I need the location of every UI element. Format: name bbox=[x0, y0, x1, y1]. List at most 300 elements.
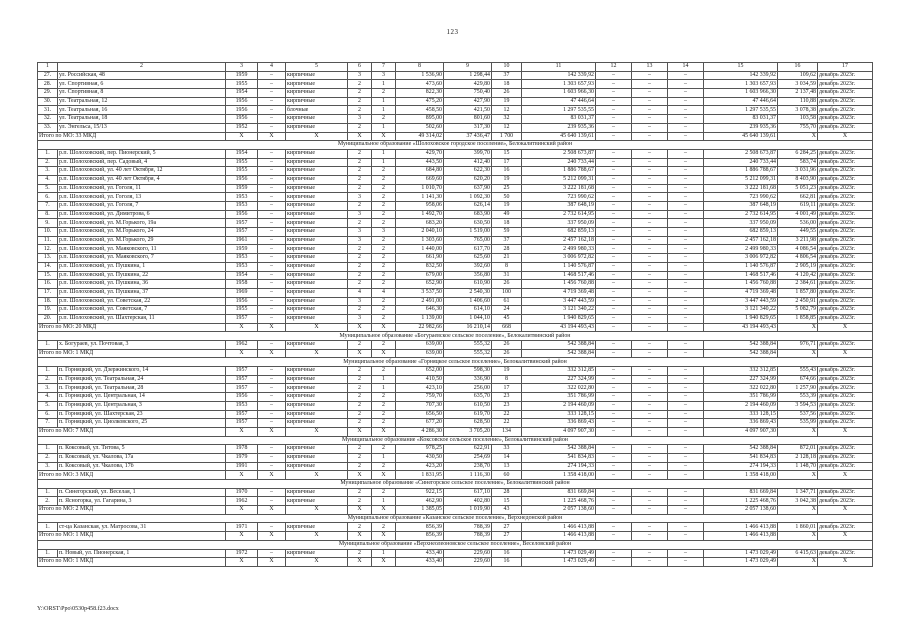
table-cell: 240 733,44 bbox=[522, 158, 596, 167]
table-cell: – bbox=[632, 462, 668, 471]
table-cell: 1 bbox=[372, 375, 396, 384]
table-cell: 254,69 bbox=[444, 453, 492, 462]
building-address: п. Горняцкий, ул. Циолковского, 25 bbox=[58, 419, 226, 428]
table-cell: 1956 bbox=[226, 115, 258, 124]
table-cell: – bbox=[258, 453, 286, 462]
table-cell: – bbox=[632, 80, 668, 89]
table-cell: 14 bbox=[492, 453, 522, 462]
table-cell: – bbox=[596, 445, 632, 454]
table-cell: 2 bbox=[348, 167, 372, 176]
building-address: п. Новый, ул. Пионерская, 1 bbox=[58, 549, 226, 558]
table-cell: 1 473 029,49 bbox=[704, 549, 778, 558]
table-cell: 976,71 bbox=[778, 341, 818, 350]
table-cell: 333 128,15 bbox=[704, 410, 778, 419]
table-cell: 1953 bbox=[226, 202, 258, 211]
table-cell: кирпичные bbox=[286, 262, 348, 271]
table-cell: 1 466 413,88 bbox=[704, 523, 778, 532]
total-cell: X bbox=[258, 532, 286, 541]
table-cell: – bbox=[258, 375, 286, 384]
total-cell: 1 831,95 bbox=[396, 471, 444, 480]
municipality-total-row bbox=[38, 558, 873, 567]
table-cell: – bbox=[258, 89, 286, 98]
table-cell: 626,14 bbox=[444, 202, 492, 211]
table-cell: – bbox=[668, 262, 704, 271]
total-cell: X bbox=[818, 532, 873, 541]
table-cell: 429,80 bbox=[444, 80, 492, 89]
table-cell: 2 bbox=[372, 393, 396, 402]
table-cell: – bbox=[632, 202, 668, 211]
table-cell: 7. bbox=[38, 202, 58, 211]
table-cell: – bbox=[632, 393, 668, 402]
table-cell: 2 040,10 bbox=[396, 228, 444, 237]
table-cell: 433,40 bbox=[396, 549, 444, 558]
total-cell: X bbox=[258, 323, 286, 332]
table-cell: – bbox=[668, 462, 704, 471]
building-row bbox=[38, 210, 873, 219]
building-row bbox=[38, 367, 873, 376]
table-cell: 443,50 bbox=[396, 158, 444, 167]
building-row bbox=[38, 393, 873, 402]
table-cell: 2 bbox=[348, 80, 372, 89]
table-cell: 922,15 bbox=[396, 488, 444, 497]
table-cell: декабрь 2023г. bbox=[818, 245, 873, 254]
table-cell: – bbox=[668, 393, 704, 402]
building-row bbox=[38, 115, 873, 124]
total-cell: – bbox=[596, 471, 632, 480]
table-cell: кирпичные bbox=[286, 280, 348, 289]
table-cell: 1 466 413,88 bbox=[522, 523, 596, 532]
table-cell: – bbox=[632, 375, 668, 384]
table-cell: 2 bbox=[372, 401, 396, 410]
table-cell: – bbox=[258, 445, 286, 454]
building-row bbox=[38, 288, 873, 297]
table-cell: 622,30 bbox=[444, 167, 492, 176]
table-cell: 2 bbox=[372, 184, 396, 193]
table-cell: 1953 bbox=[226, 262, 258, 271]
building-address: р.п. Шолоховский, ул. Советская, 22 bbox=[58, 297, 226, 306]
table-cell: 16 bbox=[492, 167, 522, 176]
table-cell: 336 869,43 bbox=[522, 419, 596, 428]
table-cell: – bbox=[596, 419, 632, 428]
table-cell: 1954 bbox=[226, 271, 258, 280]
table-cell: 1 225 468,76 bbox=[522, 497, 596, 506]
table-cell: 3 bbox=[348, 71, 372, 80]
table-cell: 1991 bbox=[226, 462, 258, 471]
table-cell: 4 806,54 bbox=[778, 254, 818, 263]
municipality-total-row bbox=[38, 427, 873, 436]
table-cell: 755,70 bbox=[778, 123, 818, 132]
building-address: р.п. Шолоховский, ул. Пушкина, 22 bbox=[58, 271, 226, 280]
table-cell: 1978 bbox=[226, 445, 258, 454]
table-cell: 2 bbox=[372, 167, 396, 176]
table-cell: – bbox=[596, 184, 632, 193]
table-cell: 2 137,48 bbox=[778, 89, 818, 98]
table-cell: 142 339,92 bbox=[704, 71, 778, 80]
table-cell: – bbox=[596, 393, 632, 402]
table-cell: 1955 bbox=[226, 167, 258, 176]
table-cell: декабрь 2023г. bbox=[818, 115, 873, 124]
table-cell: – bbox=[258, 262, 286, 271]
table-cell: 1 456 760,88 bbox=[522, 280, 596, 289]
table-cell: 1971 bbox=[226, 523, 258, 532]
table-cell: 1956 bbox=[226, 210, 258, 219]
total-label: Итого по МО: 1 МКД bbox=[38, 349, 226, 358]
table-cell: кирпичные bbox=[286, 210, 348, 219]
table-cell: 4. bbox=[38, 393, 58, 402]
table-cell: 872,01 bbox=[778, 445, 818, 454]
building-address: р.п. Шолоховский, ул. М.Горького, 24 bbox=[58, 228, 226, 237]
table-cell: 2 bbox=[372, 297, 396, 306]
table-cell: 26 bbox=[492, 89, 522, 98]
building-row bbox=[38, 384, 873, 393]
building-address: п. Коксовый, ул. Титова, 5 bbox=[58, 445, 226, 454]
table-cell: 610,50 bbox=[444, 401, 492, 410]
page-number: 123 bbox=[446, 28, 459, 36]
table-cell: 462,90 bbox=[396, 497, 444, 506]
table-cell: 1 010,70 bbox=[396, 184, 444, 193]
column-number: 15 bbox=[704, 63, 778, 72]
column-number: 13 bbox=[632, 63, 668, 72]
table-cell: 639,00 bbox=[396, 341, 444, 350]
total-cell: – bbox=[668, 471, 704, 480]
table-cell: 2 bbox=[372, 488, 396, 497]
building-address: ул. Театральная, 12 bbox=[58, 97, 226, 106]
table-cell: декабрь 2023г. bbox=[818, 401, 873, 410]
building-row bbox=[38, 271, 873, 280]
table-cell: 47 446,64 bbox=[522, 97, 596, 106]
table-cell: кирпичные bbox=[286, 175, 348, 184]
table-cell: 4 bbox=[372, 288, 396, 297]
table-cell: 2 bbox=[348, 384, 372, 393]
table-cell: 83 031,37 bbox=[522, 115, 596, 124]
municipality-heading-row bbox=[38, 514, 873, 523]
table-cell: 15 bbox=[492, 149, 522, 158]
table-cell: 337 950,09 bbox=[522, 219, 596, 228]
table-cell: 628,50 bbox=[444, 419, 492, 428]
table-cell: 4. bbox=[38, 175, 58, 184]
total-cell: – bbox=[596, 349, 632, 358]
total-cell: X bbox=[372, 132, 396, 141]
table-cell: – bbox=[632, 193, 668, 202]
total-cell: X bbox=[348, 532, 372, 541]
total-cell: X bbox=[778, 132, 818, 141]
table-cell: 1 303,60 bbox=[396, 236, 444, 245]
table-cell: 6 284,25 bbox=[778, 149, 818, 158]
table-cell: 9. bbox=[38, 219, 58, 228]
table-cell: кирпичные bbox=[286, 375, 348, 384]
municipality-heading-row bbox=[38, 480, 873, 489]
table-cell: 61 bbox=[492, 297, 522, 306]
table-cell: декабрь 2023г. bbox=[818, 71, 873, 80]
building-row bbox=[38, 175, 873, 184]
table-cell: – bbox=[632, 149, 668, 158]
table-cell: – bbox=[668, 254, 704, 263]
table-cell: 1 406,60 bbox=[444, 297, 492, 306]
total-cell: 1 466 413,88 bbox=[704, 532, 778, 541]
table-cell: 2 732 614,95 bbox=[704, 210, 778, 219]
table-cell: 598,30 bbox=[444, 367, 492, 376]
table-cell: 683,90 bbox=[444, 210, 492, 219]
table-cell: 822,30 bbox=[396, 89, 444, 98]
table-cell: – bbox=[596, 71, 632, 80]
table-cell: – bbox=[258, 193, 286, 202]
table-cell: – bbox=[596, 210, 632, 219]
table-cell: декабрь 2023г. bbox=[818, 497, 873, 506]
table-cell: – bbox=[596, 245, 632, 254]
table-cell: декабрь 2023г. bbox=[818, 445, 873, 454]
table-cell: – bbox=[668, 419, 704, 428]
table-cell: 399,70 bbox=[444, 149, 492, 158]
table-cell: 15. bbox=[38, 271, 58, 280]
building-row bbox=[38, 523, 873, 532]
table-cell: 473,60 bbox=[396, 80, 444, 89]
building-address: р.п. Шолоховский, ул. Димитрова, 6 bbox=[58, 210, 226, 219]
table-cell: 2 bbox=[348, 419, 372, 428]
table-cell: 1 139,00 bbox=[396, 314, 444, 323]
table-cell: кирпичные bbox=[286, 115, 348, 124]
table-cell: 1957 bbox=[226, 367, 258, 376]
table-cell: 17. bbox=[38, 288, 58, 297]
column-number: 6 bbox=[348, 63, 372, 72]
table-cell: – bbox=[668, 115, 704, 124]
total-cell: X bbox=[226, 558, 258, 567]
table-cell: 3. bbox=[38, 384, 58, 393]
total-cell: 4 097 907,30 bbox=[522, 427, 596, 436]
table-cell: 5 051,23 bbox=[778, 184, 818, 193]
table-cell: 674,66 bbox=[778, 375, 818, 384]
table-cell: – bbox=[258, 271, 286, 280]
building-row bbox=[38, 314, 873, 323]
building-row bbox=[38, 419, 873, 428]
table-cell: 3 211,98 bbox=[778, 236, 818, 245]
table-cell: – bbox=[632, 341, 668, 350]
building-row bbox=[38, 71, 873, 80]
table-cell: 1 858,85 bbox=[778, 314, 818, 323]
table-cell: – bbox=[632, 97, 668, 106]
table-cell: 410,50 bbox=[396, 375, 444, 384]
table-cell: 2 bbox=[348, 106, 372, 115]
table-cell: 421,50 bbox=[444, 106, 492, 115]
table-cell: 3 bbox=[372, 71, 396, 80]
table-cell: 351 786,99 bbox=[704, 393, 778, 402]
table-cell: 1 bbox=[372, 80, 396, 89]
table-cell: – bbox=[668, 288, 704, 297]
table-cell: 619,11 bbox=[778, 202, 818, 211]
table-cell: 2 bbox=[372, 410, 396, 419]
table-cell: кирпичные bbox=[286, 80, 348, 89]
table-cell: 1954 bbox=[226, 89, 258, 98]
table-cell: – bbox=[258, 384, 286, 393]
table-cell: декабрь 2023г. bbox=[818, 341, 873, 350]
table-cell: – bbox=[596, 149, 632, 158]
total-cell: X bbox=[286, 532, 348, 541]
housing-register-table bbox=[37, 62, 873, 567]
total-cell: – bbox=[632, 427, 668, 436]
table-cell: – bbox=[258, 549, 286, 558]
building-address: р.п. Шолоховский, ул. Маяковского, 7 bbox=[58, 254, 226, 263]
table-cell: – bbox=[632, 219, 668, 228]
table-cell: декабрь 2023г. bbox=[818, 419, 873, 428]
table-cell: 1959 bbox=[226, 245, 258, 254]
total-cell: – bbox=[668, 349, 704, 358]
table-cell: – bbox=[596, 236, 632, 245]
table-cell: кирпичные bbox=[286, 228, 348, 237]
table-cell: 2 bbox=[372, 341, 396, 350]
table-cell: 18. bbox=[38, 297, 58, 306]
table-cell: 637,90 bbox=[444, 184, 492, 193]
table-cell: 17 bbox=[492, 384, 522, 393]
table-cell: – bbox=[258, 410, 286, 419]
total-cell: 1 473 029,49 bbox=[522, 558, 596, 567]
table-cell: 83 031,37 bbox=[704, 115, 778, 124]
column-number: 9 bbox=[444, 63, 492, 72]
table-cell: – bbox=[632, 488, 668, 497]
table-cell: 542 388,84 bbox=[704, 445, 778, 454]
table-cell: кирпичные bbox=[286, 488, 348, 497]
table-cell: – bbox=[632, 236, 668, 245]
total-cell: X bbox=[818, 349, 873, 358]
building-row bbox=[38, 341, 873, 350]
building-address: р.п. Шолоховский, пер. Садовый, 4 bbox=[58, 158, 226, 167]
table-cell: декабрь 2023г. bbox=[818, 523, 873, 532]
table-cell: – bbox=[668, 80, 704, 89]
total-cell: X bbox=[372, 323, 396, 332]
table-cell: 2 bbox=[372, 419, 396, 428]
total-cell: X bbox=[372, 427, 396, 436]
table-cell: 682 859,13 bbox=[704, 228, 778, 237]
table-cell: 1 303 657,93 bbox=[704, 80, 778, 89]
table-cell: – bbox=[632, 228, 668, 237]
building-row bbox=[38, 297, 873, 306]
table-cell: – bbox=[596, 254, 632, 263]
table-cell: 1957 bbox=[226, 375, 258, 384]
table-cell: декабрь 2023г. bbox=[818, 184, 873, 193]
table-cell: 2 bbox=[348, 158, 372, 167]
table-cell: кирпичные bbox=[286, 410, 348, 419]
table-cell: 1 603 966,30 bbox=[704, 89, 778, 98]
table-cell: 59 bbox=[492, 228, 522, 237]
table-cell: – bbox=[632, 297, 668, 306]
table-cell: 10. bbox=[38, 228, 58, 237]
total-cell: X bbox=[778, 471, 818, 480]
table-cell: 2 732 614,95 bbox=[522, 210, 596, 219]
table-cell: 1 140 576,87 bbox=[522, 262, 596, 271]
table-cell: 1. bbox=[38, 149, 58, 158]
table-cell: – bbox=[668, 71, 704, 80]
table-cell: – bbox=[596, 384, 632, 393]
table-cell: 1957 bbox=[226, 314, 258, 323]
municipality-heading: Муниципальное образование «Коксовское сельское поселение», Белокалитвинский район bbox=[38, 436, 873, 445]
table-cell: 3 006 972,82 bbox=[522, 254, 596, 263]
municipality-total-row bbox=[38, 132, 873, 141]
table-cell: – bbox=[596, 115, 632, 124]
total-cell: 45 640 139,61 bbox=[704, 132, 778, 141]
table-cell: декабрь 2023г. bbox=[818, 89, 873, 98]
table-cell: 5 212 099,31 bbox=[522, 175, 596, 184]
table-cell: 2 194 460,09 bbox=[522, 401, 596, 410]
table-cell: 1 bbox=[372, 97, 396, 106]
total-cell: – bbox=[632, 532, 668, 541]
table-cell: 227 324,99 bbox=[704, 375, 778, 384]
table-cell: 29. bbox=[38, 89, 58, 98]
table-cell: – bbox=[632, 280, 668, 289]
total-cell: 26 bbox=[492, 349, 522, 358]
table-cell: – bbox=[632, 314, 668, 323]
table-cell: – bbox=[596, 97, 632, 106]
table-cell: 3 bbox=[348, 115, 372, 124]
building-address: п. Горняцкий, ул. Центральная, 3 bbox=[58, 401, 226, 410]
table-cell: 1 257,90 bbox=[778, 384, 818, 393]
table-cell: 856,39 bbox=[396, 523, 444, 532]
total-label: Итого по МО: 1 МКД bbox=[38, 558, 226, 567]
table-cell: – bbox=[632, 445, 668, 454]
municipality-heading-row bbox=[38, 358, 873, 367]
table-cell: декабрь 2023г. bbox=[818, 280, 873, 289]
table-cell: 1 bbox=[372, 123, 396, 132]
total-cell: – bbox=[596, 132, 632, 141]
table-cell: 1 468 517,46 bbox=[704, 271, 778, 280]
table-cell: 27 bbox=[492, 523, 522, 532]
table-cell: 458,50 bbox=[396, 106, 444, 115]
table-cell: – bbox=[258, 280, 286, 289]
table-cell: 1 bbox=[372, 149, 396, 158]
total-cell: X bbox=[818, 323, 873, 332]
table-cell: – bbox=[668, 236, 704, 245]
table-cell: 31. bbox=[38, 106, 58, 115]
table-cell: – bbox=[632, 271, 668, 280]
building-row bbox=[38, 453, 873, 462]
table-cell: 21 bbox=[492, 254, 522, 263]
table-cell: 2 bbox=[348, 497, 372, 506]
building-row bbox=[38, 202, 873, 211]
column-number: 1 bbox=[38, 63, 58, 72]
table-cell: 2 bbox=[348, 549, 372, 558]
table-cell: 2 bbox=[348, 89, 372, 98]
table-cell: – bbox=[632, 419, 668, 428]
table-cell: 430,50 bbox=[396, 453, 444, 462]
table-cell: 2 bbox=[348, 271, 372, 280]
total-label: Итого по МО: 2 МКД bbox=[38, 506, 226, 515]
table-cell: декабрь 2023г. bbox=[818, 175, 873, 184]
table-cell: 6 415,63 bbox=[778, 549, 818, 558]
table-cell: декабрь 2023г. bbox=[818, 210, 873, 219]
table-cell: – bbox=[668, 497, 704, 506]
table-cell: кирпичные bbox=[286, 71, 348, 80]
building-row bbox=[38, 262, 873, 271]
building-address: п. Коксовый, ул. Чкалова, 17б bbox=[58, 462, 226, 471]
table-cell: 429,70 bbox=[396, 149, 444, 158]
table-cell: 1 492,70 bbox=[396, 210, 444, 219]
table-cell: 2 bbox=[372, 445, 396, 454]
building-row bbox=[38, 488, 873, 497]
table-cell: – bbox=[632, 167, 668, 176]
table-cell: 1 473 029,49 bbox=[522, 549, 596, 558]
table-cell: – bbox=[668, 175, 704, 184]
total-cell: – bbox=[596, 532, 632, 541]
total-cell: 60 bbox=[492, 471, 522, 480]
table-cell: 1957 bbox=[226, 410, 258, 419]
table-cell: – bbox=[596, 167, 632, 176]
table-cell: 28 bbox=[492, 488, 522, 497]
table-cell: 3 594,53 bbox=[778, 401, 818, 410]
table-cell: 1955 bbox=[226, 80, 258, 89]
total-cell: X bbox=[372, 471, 396, 480]
table-cell: 2 bbox=[372, 254, 396, 263]
table-cell: 1. bbox=[38, 445, 58, 454]
municipality-heading: Муниципальное образование «Горняцкое сельское поселение», Белокалитвинский район bbox=[38, 358, 873, 367]
table-cell: 142 339,92 bbox=[522, 71, 596, 80]
table-cell: 427,90 bbox=[444, 97, 492, 106]
